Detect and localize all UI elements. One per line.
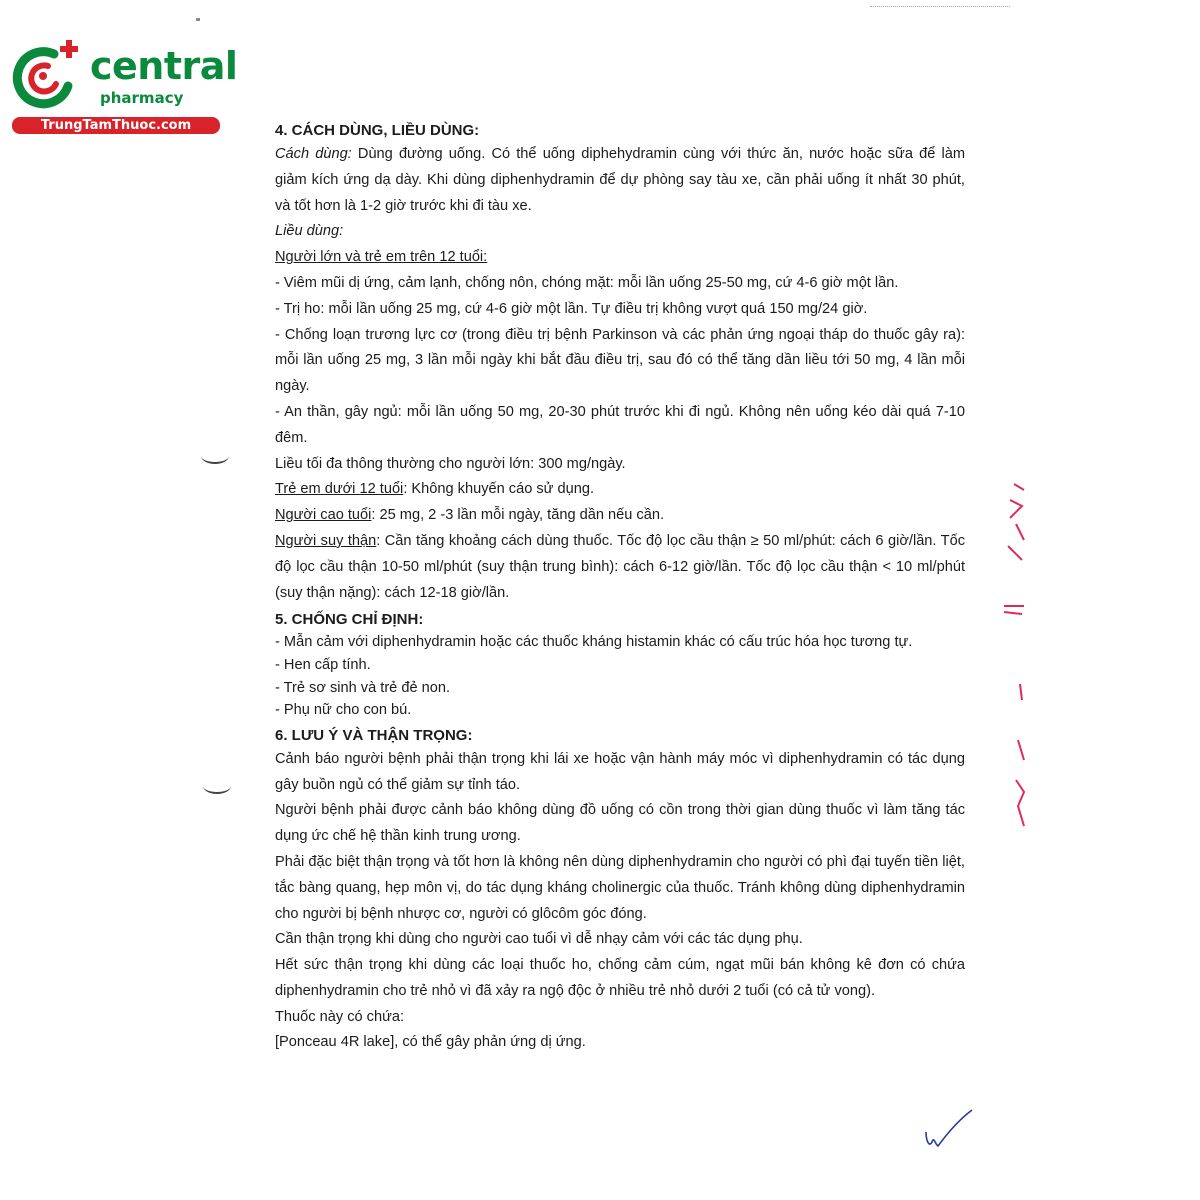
elderly-text: : 25 mg, 2 -3 lần mỗi ngày, tăng dần nếu cần. [371, 507, 665, 524]
central-pharmacy-logo-icon [10, 40, 82, 112]
paragraph [275, 477, 965, 503]
red-stamp-fragment [1000, 680, 1028, 830]
paragraph: Cảnh báo người bệnh phải thận trọng khi lái xe hoặc vận hành máy móc vì diphenhydramin có tác dụng gây buồn ngủ có thể giảm sự tỉnh táo. [275, 750, 965, 793]
list-item: - Mẫn cảm với diphenhydramin hoặc các thuốc kháng histamin khác có cấu trúc hóa học tương tự. [275, 634, 913, 651]
paragraph: Phải đặc biệt thận trọng và tốt hơn là không nên dùng diphenhydramin cho người có phì đại tuyến tiền liệt, tắc bàng quang, hẹp môn vị, do tác dụng kháng cholinergic của thuốc. Tránh không dùng diphenhydramin cho người bị bệnh nhược cơ, người có glôcôm góc đóng. [275, 853, 965, 922]
scan-mark [870, 6, 1010, 7]
list-item: - Phụ nữ cho con bú. [275, 702, 412, 719]
list-item: - Trẻ sơ sinh và trẻ đẻ non. [275, 679, 451, 696]
paragraph [275, 529, 965, 606]
max-dose: Liều tối đa thông thường cho người lớn: 300 mg/ngày. [275, 455, 626, 472]
brand-name: central [90, 44, 238, 88]
paragraph: Cần thận trọng khi dùng cho người cao tuổi vì dễ nhạy cảm với các tác dụng phụ. [275, 931, 803, 948]
brand-url: TrungTamThuoc.com [12, 117, 220, 134]
elderly-label: Người cao tuổi [275, 507, 372, 524]
paragraph: Người bệnh phải được cảnh báo không dùng đồ uống có cồn trong thời gian dùng thuốc vì làm tăng tác dụng ức chế hệ thần kinh trung ương. [275, 802, 965, 845]
punch-hole [203, 778, 231, 794]
list-item: - Hen cấp tính. [275, 656, 371, 673]
renal-text: : Cần tăng khoảng cách dùng thuốc. Tốc độ lọc cầu thận ≥ 50 ml/phút: cách 6 giờ/lần. Tốc độ lọc cầu thận 10-50 ml/phút (suy thận trung bình): cách 6-12 giờ/lần. Tốc độ lọc cầu thận < 10 ml/phút (suy thận nặng): cách 12-18 giờ/lần. [275, 532, 965, 601]
usage-text: Dùng đường uống. Có thể uống diphehydramin cùng với thức ăn, nước hoặc sữa để làm giảm kích ứng dạ dày. Khi dùng diphenhydramin để dự phòng say tàu xe, cần phải uống ít nhất 30 phút, và tốt hơn là 1-2 giờ trước khi đi tàu xe. [275, 146, 965, 214]
list-item: - Trị ho: mỗi lần uống 25 mg, cứ 4-6 giờ một lần. Tự điều trị không vượt quá 150 mg/24 giờ. [275, 300, 868, 317]
document-body [275, 117, 965, 1056]
scan-mark [196, 18, 200, 21]
paragraph: Thuốc này có chứa: [275, 1008, 405, 1025]
punch-hole [201, 448, 229, 464]
paragraph: [Ponceau 4R lake], có thể gây phản ứng dị ứng. [275, 1034, 586, 1051]
children-label: Trẻ em dưới 12 tuổi [275, 481, 404, 498]
adults-label: Người lớn và trẻ em trên 12 tuổi: [275, 249, 488, 266]
list-item: - An thần, gây ngủ: mỗi lần uống 50 mg, 20-30 phút trước khi đi ngủ. Không nên uống kéo dài quá 7-10 đêm. [275, 403, 965, 446]
brand-logo [10, 40, 238, 135]
section-heading: 4. CÁCH DÙNG, LIỀU DÙNG: [275, 122, 480, 139]
list-item: - Chống loạn trương lực cơ (trong điều trị bệnh Parkinson và các phản ứng ngoại tháp do thuốc gây ra): mỗi lần uống 25 mg, 3 lần mỗi ngày khi bắt đầu điều trị, sau đó có thể tăng dần liều tới 50 mg, 4 lần mỗi ngày. [275, 326, 965, 395]
paragraph [275, 142, 965, 219]
section-heading: 5. CHỐNG CHỈ ĐỊNH: [275, 611, 424, 629]
renal-label: Người suy thận [275, 532, 377, 549]
signature-mark [920, 1108, 980, 1158]
red-stamp-fragment [1000, 480, 1028, 570]
usage-label: Cách dùng: [275, 146, 352, 162]
paragraph [275, 503, 965, 529]
section-heading: 6. LƯU Ý VÀ THẬN TRỌNG: [275, 726, 473, 744]
paragraph: Hết sức thận trọng khi dùng các loại thuốc ho, chống cảm cúm, ngạt mũi bán không kê đơn có chứa diphenhydramin cho trẻ nhỏ vì đã xảy ra ngộ độc ở nhiều trẻ nhỏ dưới 2 tuổi (có cả tử vong). [275, 957, 965, 999]
list-item: - Viêm mũi dị ứng, cảm lạnh, chống nôn, chóng mặt: mỗi lần uống 25-50 mg, cứ 4-6 giờ một lần. [275, 274, 899, 291]
brand-subtitle: pharmacy [100, 89, 184, 107]
red-stamp-fragment [1000, 598, 1028, 622]
children-text: : Không khuyến cáo sử dụng. [403, 481, 595, 498]
dose-label: Liều dùng: [275, 223, 344, 240]
